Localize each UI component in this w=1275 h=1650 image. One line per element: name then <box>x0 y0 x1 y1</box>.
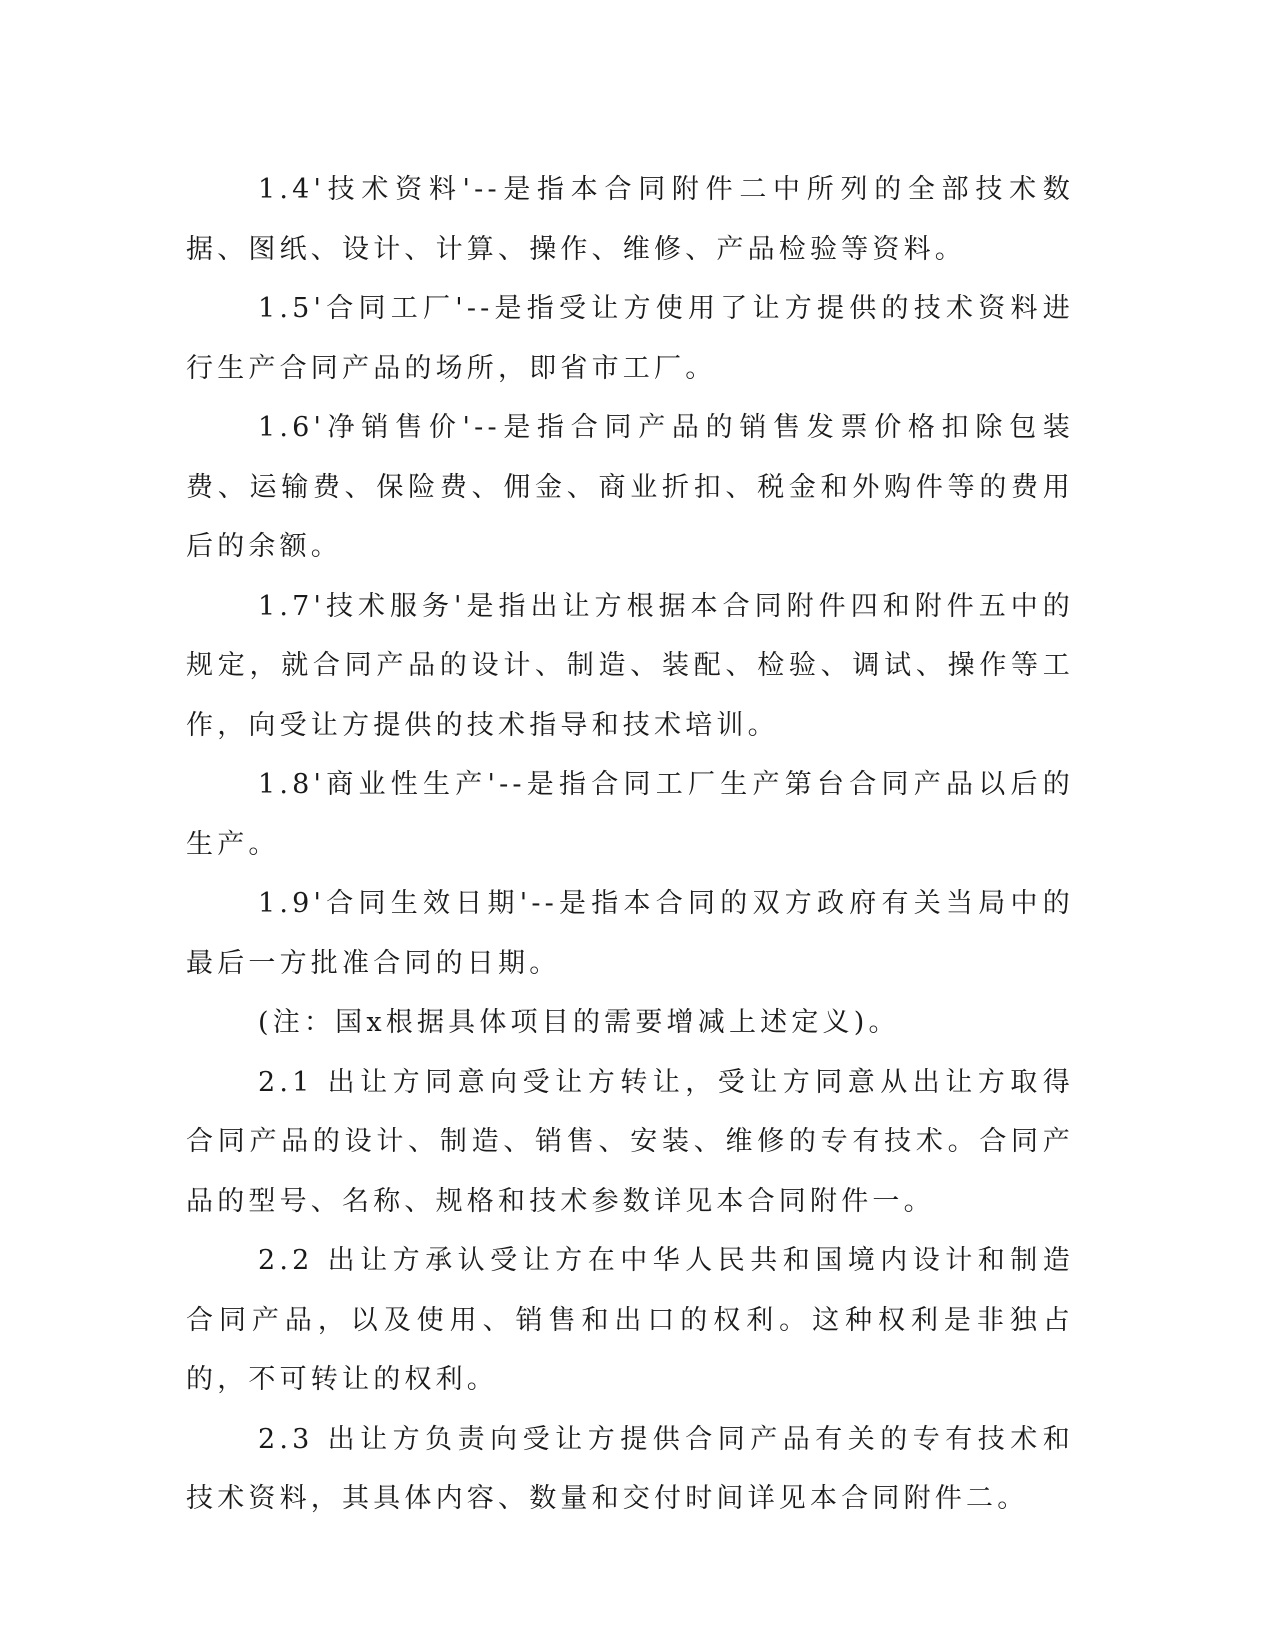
paragraph-1-8-commercial-production: 1.8'商业性生产'--是指合同工厂生产第台合同产品以后的生产。 <box>186 769 1074 860</box>
paragraph-1-5-contract-factory: 1.5'合同工厂'--是指受让方使用了让方提供的技术资料进行生产合同产品的场所，即省市工厂。 <box>186 293 1074 384</box>
paragraph-1-9-effective-date: 1.9'合同生效日期'--是指本合同的双方政府有关当局中的最后一方批准合同的日期。 <box>186 888 1074 979</box>
paragraph-1-6-net-sales-price: 1.6'净销售价'--是指合同产品的销售发票价格扣除包装费、运输费、保险费、佣金、商业折扣、税金和外购件等的费用后的余额。 <box>186 412 1074 562</box>
paragraph-2-3: 2.3 出让方负责向受让方提供合同产品有关的专有技术和技术资料，其具体内容、数量和交付时间详见本合同附件二。 <box>186 1423 1074 1514</box>
paragraph-1-7-technical-service: 1.7'技术服务'是指出让方根据本合同附件四和附件五中的规定，就合同产品的设计、制造、装配、检验、调试、操作等工作，向受让方提供的技术指导和技术培训。 <box>186 590 1074 741</box>
paragraph-2-1: 2.1 出让方同意向受让方转让，受让方同意从出让方取得合同产品的设计、制造、销售、安装、维修的专有技术。合同产品的型号、名称、规格和技术参数详见本合同附件一。 <box>186 1066 1074 1217</box>
paragraph-2-2: 2.2 出让方承认受让方在中华人民共和国境内设计和制造合同产品，以及使用、销售和出口的权利。这种权利是非独占的，不可转让的权利。 <box>186 1245 1074 1395</box>
document-body <box>186 160 1074 1529</box>
paragraph-note: (注：国x根据具体项目的需要增减上述定义)。 <box>258 1007 900 1038</box>
paragraph-1-4-technical-data: 1.4'技术资料'--是指本合同附件二中所列的全部技术数据、图纸、设计、计算、操作、维修、产品检验等资料。 <box>186 174 1074 265</box>
